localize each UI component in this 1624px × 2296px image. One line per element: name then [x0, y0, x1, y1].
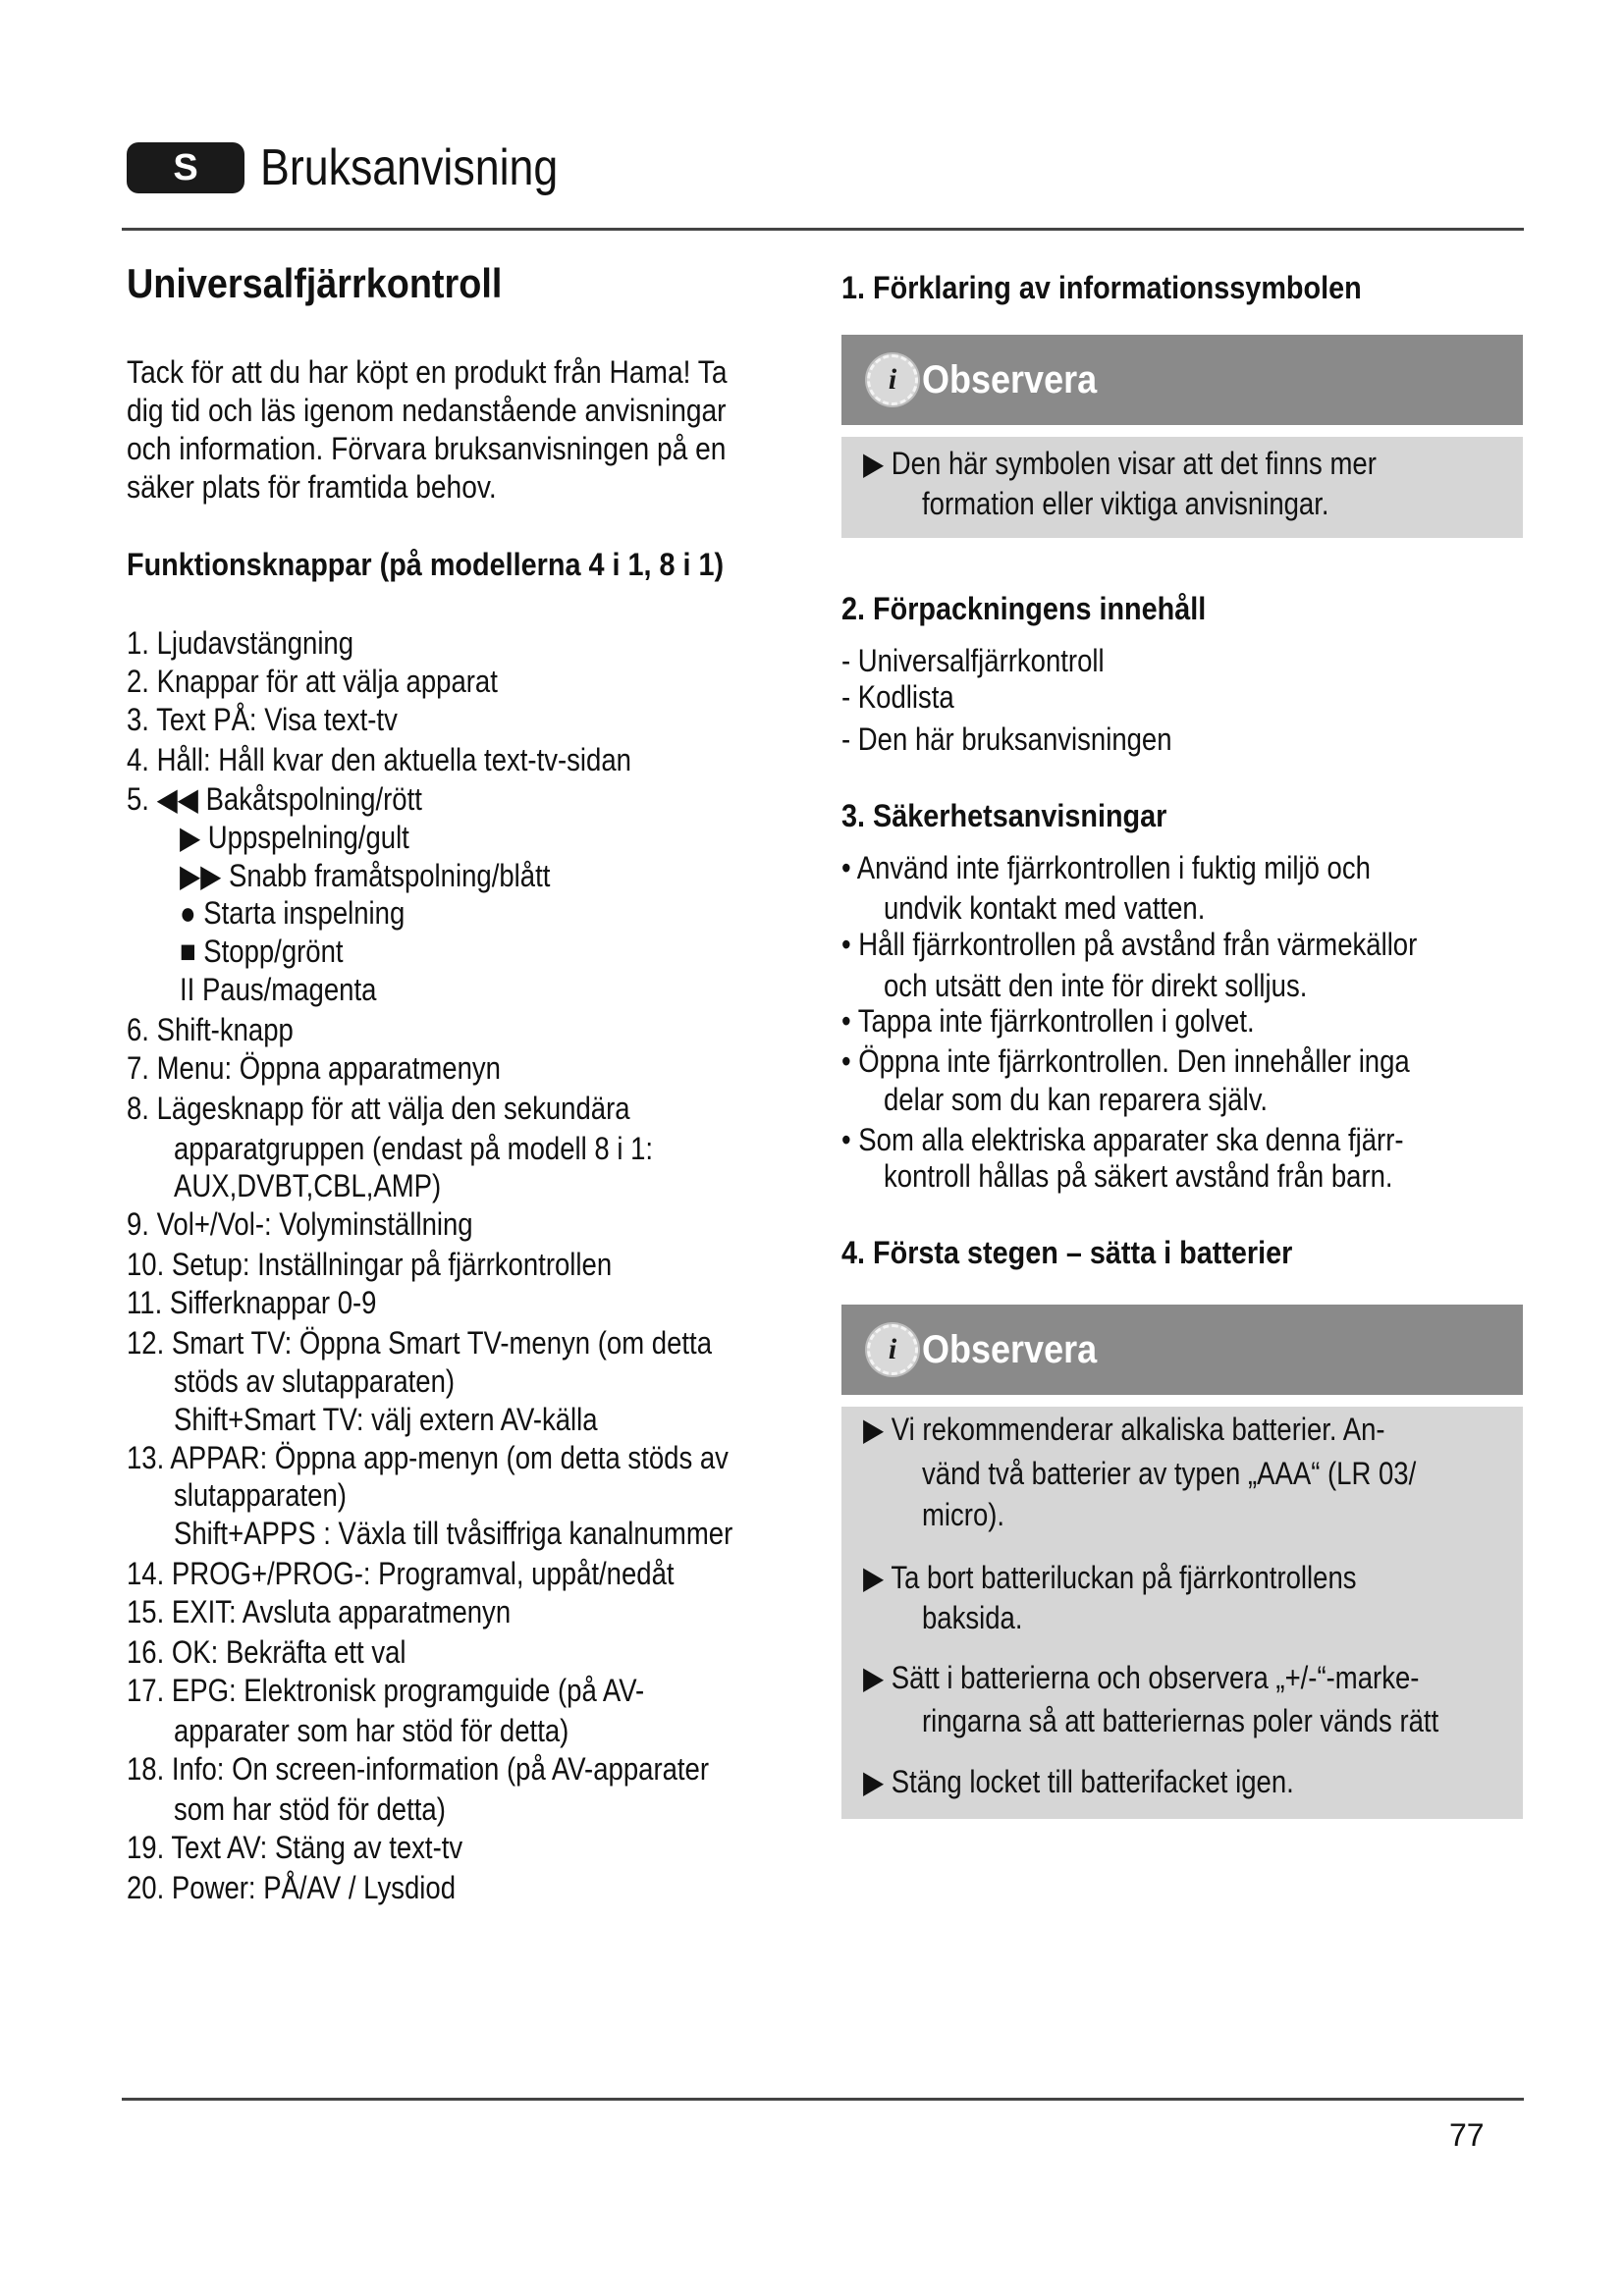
- note-title: Observera: [922, 358, 1098, 401]
- info-icon: i: [867, 1324, 918, 1375]
- list-item: 16. OK: Bekräfta ett val: [127, 1634, 406, 1670]
- list-item: 4. Håll: Håll kvar den aktuella text-tv-sidan: [127, 742, 631, 777]
- note-line: ▶ Ta bort batteriluckan på fjärrkontrollens: [863, 1560, 1357, 1595]
- list-item: slutapparaten): [174, 1477, 347, 1513]
- list-item: 18. Info: On screen-information (på AV-apparater: [127, 1751, 710, 1787]
- list-item: • Öppna inte fjärrkontrollen. Den innehåller inga: [841, 1043, 1410, 1079]
- list-item: 3. Text PÅ: Visa text-tv: [127, 702, 398, 737]
- list-item: 5. ◀◀ Bakåtspolning/rött: [127, 781, 422, 817]
- list-item: undvik kontakt med vatten.: [884, 890, 1206, 926]
- note-line: ▶ Den här symbolen visar att det finns mer: [863, 446, 1377, 481]
- list-item: 8. Lägesknapp för att välja den sekundära: [127, 1091, 630, 1126]
- list-item: • Tappa inte fjärrkontrollen i golvet.: [841, 1003, 1255, 1039]
- list-item: II Paus/magenta: [180, 972, 377, 1007]
- functions-heading: Funktionsknappar (på modellerna 4 i 1, 8 i 1): [127, 547, 725, 582]
- page-number: 77: [1449, 2117, 1485, 2153]
- list-item: som har stöd för detta): [174, 1791, 446, 1827]
- note-line: vänd två batterier av typen „AAA“ (LR 03/: [922, 1456, 1417, 1491]
- section2-heading: 2. Förpackningens innehåll: [841, 591, 1207, 626]
- list-item: - Den här bruksanvisningen: [841, 721, 1172, 757]
- list-item: 20. Power: PÅ/AV / Lysdiod: [127, 1870, 456, 1905]
- document-title: Universalfjärrkontroll: [127, 260, 503, 306]
- note-line: formation eller viktiga anvisningar.: [922, 486, 1329, 521]
- list-item: 14. PROG+/PROG-: Programval, uppåt/nedåt: [127, 1556, 675, 1591]
- list-item: ● Starta inspelning: [180, 895, 406, 931]
- note-line: ▶ Sätt i batterierna och observera „+/-“-marke-: [863, 1660, 1420, 1695]
- section4-heading: 4. Första stegen – sätta i batterier: [841, 1235, 1293, 1270]
- list-item: apparater som har stöd för detta): [174, 1713, 569, 1748]
- list-item: apparatgruppen (endast på modell 8 i 1:: [174, 1131, 654, 1166]
- intro-line: säker plats för framtida behov.: [127, 469, 497, 505]
- list-item: • Som alla elektriska apparater ska denna fjärr-: [841, 1122, 1404, 1157]
- list-item: Shift+Smart TV: välj extern AV-källa: [174, 1402, 598, 1437]
- list-item: 7. Menu: Öppna apparatmenyn: [127, 1050, 501, 1086]
- list-item: 12. Smart TV: Öppna Smart TV-menyn (om detta: [127, 1325, 713, 1361]
- footer-rule: [122, 2098, 1524, 2101]
- info-icon: i: [867, 354, 918, 405]
- list-item: 13. APPAR: Öppna app-menyn (om detta stöds av: [127, 1440, 729, 1475]
- header-title: Bruksanvisning: [260, 139, 559, 196]
- list-item: 15. EXIT: Avsluta apparatmenyn: [127, 1594, 512, 1629]
- list-item: - Universalfjärrkontroll: [841, 643, 1105, 678]
- list-item: delar som du kan reparera själv.: [884, 1082, 1269, 1117]
- header-rule: [122, 228, 1524, 231]
- note-line: ▶ Stäng locket till batterifacket igen.: [863, 1764, 1294, 1799]
- note-line: micro).: [922, 1497, 1005, 1532]
- note-line: ▶ Vi rekommenderar alkaliska batterier. An-: [863, 1412, 1385, 1447]
- list-item: • Använd inte fjärrkontrollen i fuktig miljö och: [841, 850, 1371, 885]
- list-item: ▶▶ Snabb framåtspolning/blått: [180, 858, 551, 893]
- note-body: [841, 1407, 1523, 1819]
- list-item: 6. Shift-knapp: [127, 1012, 294, 1047]
- list-item: 10. Setup: Inställningar på fjärrkontrollen: [127, 1247, 613, 1282]
- note-line: baksida.: [922, 1600, 1023, 1635]
- intro-paragraph: [127, 353, 809, 507]
- list-item: och utsätt den inte för direkt solljus.: [884, 968, 1308, 1003]
- list-item: stöds av slutapparaten): [174, 1363, 456, 1399]
- list-item: 11. Sifferknappar 0-9: [127, 1285, 377, 1320]
- list-item: ▶ Uppspelning/gult: [180, 820, 409, 855]
- list-item: AUX,DVBT,CBL,AMP): [174, 1168, 442, 1203]
- list-item: 1. Ljudavstängning: [127, 625, 354, 661]
- intro-line: och information. Förvara bruksanvisningen på en: [127, 431, 727, 466]
- list-item: - Kodlista: [841, 679, 954, 715]
- list-item: • Håll fjärrkontrollen på avstånd från värmekällor: [841, 927, 1418, 962]
- list-item: 2. Knappar för att välja apparat: [127, 664, 498, 699]
- note-body: [841, 437, 1523, 538]
- note-header: [841, 1305, 1523, 1395]
- note-header: [841, 335, 1523, 425]
- language-tab: S: [127, 142, 244, 193]
- list-item: 17. EPG: Elektronisk programguide (på AV-: [127, 1673, 645, 1708]
- list-item: Shift+APPS : Växla till tvåsiffriga kanalnummer: [174, 1516, 733, 1551]
- note-line: ringarna så att batteriernas poler vänds rätt: [922, 1703, 1439, 1738]
- intro-line: Tack för att du har köpt en produkt från Hama! Ta: [127, 354, 728, 390]
- list-item: ■ Stopp/grönt: [180, 934, 344, 969]
- list-item: 19. Text AV: Stäng av text-tv: [127, 1830, 463, 1865]
- note-title: Observera: [922, 1328, 1098, 1371]
- list-item: 9. Vol+/Vol-: Volyminställning: [127, 1206, 473, 1242]
- list-item: kontroll hållas på säkert avstånd från barn.: [884, 1158, 1393, 1194]
- section1-heading: 1. Förklaring av informationssymbolen: [841, 270, 1362, 305]
- intro-line: dig tid och läs igenom nedanstående anvisningar: [127, 393, 727, 428]
- section3-heading: 3. Säkerhetsanvisningar: [841, 798, 1167, 833]
